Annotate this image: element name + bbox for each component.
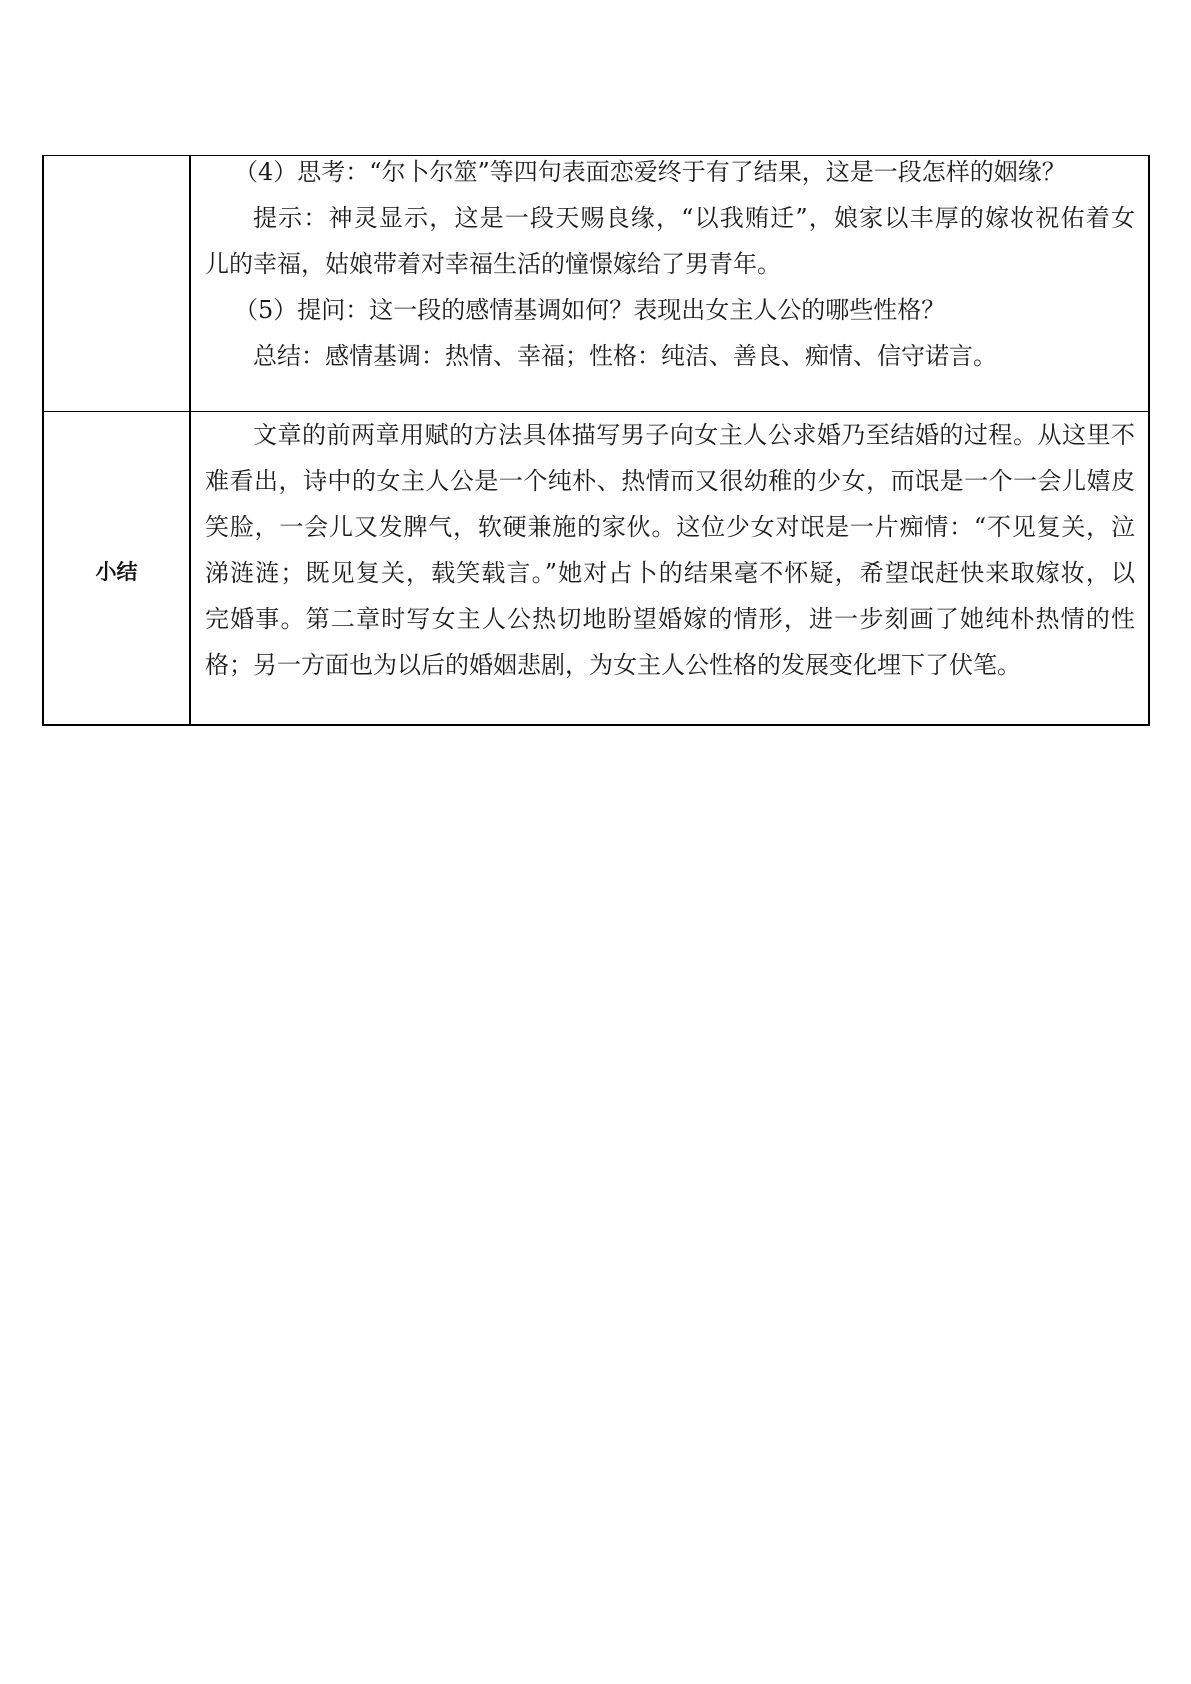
hint-line-continued: 儿的幸福，姑娘带着对幸福生活的憧憬嫁给了男青年。 — [205, 250, 781, 278]
row-label-cell — [44, 412, 191, 724]
question-5-line: （5）提问：这一段的感情基调如何？表现出女主人公的哪些性格？ — [234, 296, 946, 324]
paragraph-block — [205, 156, 1135, 379]
summary-line: 完婚事。第二章时写女主人公热切地盼望婚嫁的情形，进一步刻画了她纯朴热情的性 — [205, 605, 1135, 633]
question-4-line: （4）思考：“尔卜尔筮”等四句表面恋爱终于有了结果，这是一段怎样的姻缘？ — [234, 158, 1066, 186]
row-content-cell — [191, 156, 1148, 411]
table-row-summary — [44, 412, 1148, 724]
summary-content-cell — [191, 412, 1148, 724]
conclusion-line: 总结：感情基调：热情、幸福；性格：纯洁、善良、痴情、信守诺言。 — [253, 342, 997, 370]
summary-label: 小结 — [95, 560, 138, 584]
row-label-cell-empty — [44, 156, 191, 411]
summary-paragraph — [205, 412, 1135, 688]
hint-line: 提示：神灵显示，这是一段天赐良缘，“以我贿迁”，娘家以丰厚的嫁妆祝佑着女 — [253, 204, 1135, 232]
summary-line: 涕涟涟；既见复关，载笑载言。”她对占卜的结果毫不怀疑，希望氓赶快来取嫁妆，以 — [205, 559, 1135, 587]
summary-line: 文章的前两章用赋的方法具体描写男子向女主人公求婚乃至结婚的过程。从这里不 — [253, 421, 1135, 449]
table-row-continued — [44, 156, 1148, 412]
summary-line-last: 格；另一方面也为以后的婚姻悲剧，为女主人公性格的发展变化埋下了伏笔。 — [205, 651, 1021, 679]
lesson-table — [42, 155, 1150, 726]
summary-line: 笑脸，一会儿又发脾气，软硬兼施的家伙。这位少女对氓是一片痴情：“不见复关，泣 — [205, 513, 1135, 541]
summary-line: 难看出，诗中的女主人公是一个纯朴、热情而又很幼稚的少女，而氓是一个一会儿嬉皮 — [205, 467, 1135, 495]
